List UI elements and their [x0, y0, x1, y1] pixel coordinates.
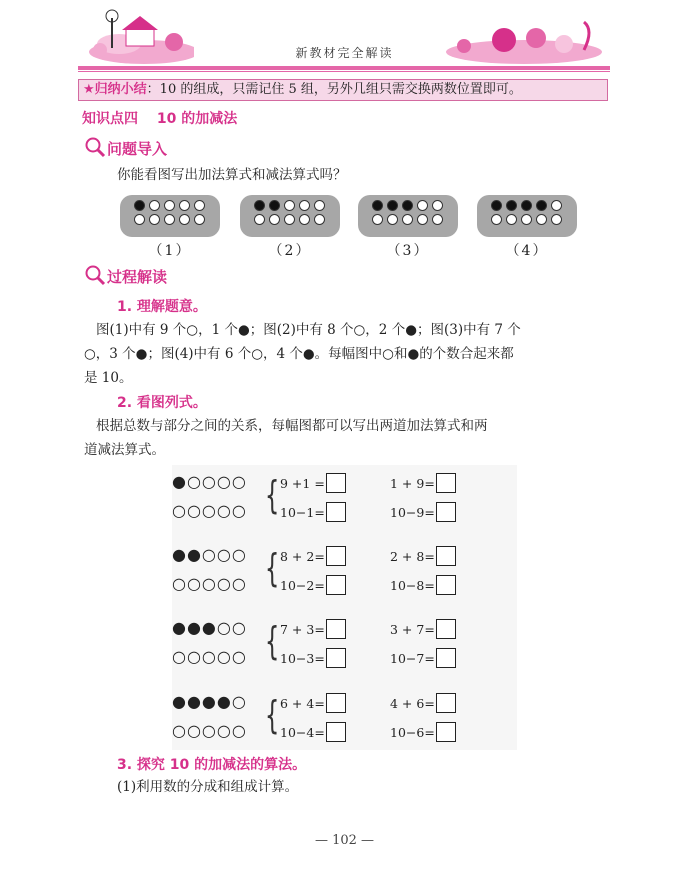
equation	[390, 722, 456, 742]
answer-box[interactable]	[326, 648, 346, 668]
filled-dot	[491, 200, 502, 211]
empty-dot	[432, 214, 443, 225]
answer-box[interactable]	[326, 722, 346, 742]
equation	[280, 619, 346, 639]
equation-text: 10−6=	[390, 724, 435, 740]
answer-box[interactable]	[436, 575, 456, 595]
equation-text: 4 + 6=	[390, 695, 435, 711]
header-title: 新教材完全解读	[295, 46, 394, 60]
empty-dot	[506, 214, 517, 225]
brace-icon: {	[264, 619, 280, 663]
equation	[280, 546, 346, 566]
empty-dot	[417, 214, 428, 225]
circle-row-bottom: ○○○○○	[172, 721, 247, 740]
step1-line-2: ○，3 个●；图(4)中有 6 个○，4 个●。每幅图中○和●的个数合起来都	[84, 346, 514, 362]
step2-title: 2. 看图列式。	[117, 395, 207, 411]
empty-dot	[179, 200, 190, 211]
equation	[280, 648, 346, 668]
equation	[390, 502, 456, 522]
equation	[390, 546, 456, 566]
magnifier-icon	[84, 136, 106, 158]
empty-dot	[134, 214, 145, 225]
empty-dot	[372, 214, 383, 225]
page-number: — 102 —	[314, 833, 375, 848]
dot-figure-3	[358, 195, 458, 237]
figure-label: （2）	[268, 243, 312, 259]
equation-text: 10−2=	[280, 577, 325, 593]
answer-box[interactable]	[436, 502, 456, 522]
empty-dot	[417, 200, 428, 211]
equation-text: 10−8=	[390, 577, 435, 593]
empty-dot	[149, 214, 160, 225]
circle-row-top: ●○○○○	[172, 472, 247, 491]
answer-box[interactable]	[436, 619, 456, 639]
answer-box[interactable]	[326, 575, 346, 595]
equation-text: 2 + 8=	[390, 548, 435, 564]
dot-figure-2	[240, 195, 340, 237]
equation	[390, 693, 456, 713]
step2-line-2: 道减法算式。	[84, 442, 165, 458]
circle-row-bottom: ○○○○○	[172, 574, 247, 593]
step1-line-1: 图(1)中有 9 个○，1 个●；图(2)中有 8 个○，2 个●；图(3)中有 7 个	[96, 322, 521, 338]
filled-dot	[536, 200, 547, 211]
circle-row-top: ●●○○○	[172, 545, 247, 564]
answer-box[interactable]	[436, 473, 456, 493]
equation	[390, 648, 456, 668]
answer-box[interactable]	[326, 619, 346, 639]
answer-box[interactable]	[326, 473, 346, 493]
filled-dot	[506, 200, 517, 211]
answer-box[interactable]	[436, 546, 456, 566]
step1-line-3: 是 10。	[84, 370, 133, 386]
equation-text: 10−4=	[280, 724, 325, 740]
filled-dot	[254, 200, 265, 211]
dot-figure-4	[477, 195, 577, 237]
answer-box[interactable]	[326, 546, 346, 566]
circle-row-top: ●●●○○	[172, 618, 247, 637]
empty-dot	[164, 200, 175, 211]
equation-text: 10−9=	[390, 504, 435, 520]
equation	[280, 722, 346, 742]
empty-dot	[179, 214, 190, 225]
equation-text: 7 + 3=	[280, 621, 325, 637]
empty-dot	[194, 200, 205, 211]
equation-text: 10−7=	[390, 650, 435, 666]
summary-label: 归纳小结	[94, 82, 147, 97]
equation	[280, 473, 346, 493]
empty-dot	[164, 214, 175, 225]
equation-text: 3 + 7=	[390, 621, 435, 637]
figure-label: （3）	[386, 243, 430, 259]
empty-dot	[269, 214, 280, 225]
equation-text: 10−1=	[280, 504, 325, 520]
empty-dot	[299, 200, 310, 211]
step1-title: 1. 理解题意。	[117, 299, 207, 315]
empty-dot	[432, 200, 443, 211]
answer-box[interactable]	[436, 648, 456, 668]
answer-box[interactable]	[436, 693, 456, 713]
brace-icon: {	[264, 693, 280, 737]
figure-label: （1）	[148, 243, 192, 259]
answer-box[interactable]	[436, 722, 456, 742]
step3-title: 3. 探究 10 的加减法的算法。	[117, 757, 307, 773]
empty-dot	[284, 200, 295, 211]
empty-dot	[491, 214, 502, 225]
circle-row-bottom: ○○○○○	[172, 501, 247, 520]
empty-dot	[551, 214, 562, 225]
empty-dot	[314, 214, 325, 225]
circle-row-top: ●●●●○	[172, 692, 247, 711]
equation	[390, 473, 456, 493]
magnifier-icon	[84, 264, 106, 286]
empty-dot	[521, 214, 532, 225]
knowledge-point-title: 10 的加减法	[156, 111, 238, 127]
filled-dot	[269, 200, 280, 211]
equation	[280, 502, 346, 522]
equation	[280, 693, 346, 713]
header-rule-thin	[78, 71, 610, 72]
brace-icon: {	[264, 546, 280, 590]
step3-sub: (1)利用数的分成和组成计算。	[117, 779, 299, 795]
header-rule	[78, 66, 610, 70]
equation	[390, 575, 456, 595]
dot-figure-1	[120, 195, 220, 237]
filled-dot	[372, 200, 383, 211]
knowledge-point-heading	[82, 108, 237, 128]
answer-box[interactable]	[326, 693, 346, 713]
circle-row-bottom: ○○○○○	[172, 647, 247, 666]
filled-dot	[387, 200, 398, 211]
equation	[280, 575, 346, 595]
star-icon: ★	[83, 82, 95, 97]
step2-line-1: 根据总数与部分之间的关系，每幅图都可以写出两道加法算式和两	[96, 418, 488, 434]
filled-dot	[402, 200, 413, 211]
filled-dot	[134, 200, 145, 211]
empty-dot	[551, 200, 562, 211]
summary-text: ：10 的组成，只需记住 5 组，另外几组只需交换两数位置即可。	[146, 82, 522, 97]
filled-dot	[521, 200, 532, 211]
knowledge-point-label: 知识点四	[82, 111, 138, 127]
brace-icon: {	[264, 473, 280, 517]
empty-dot	[299, 214, 310, 225]
empty-dot	[402, 214, 413, 225]
page-header	[0, 0, 689, 72]
empty-dot	[194, 214, 205, 225]
answer-box[interactable]	[326, 502, 346, 522]
empty-dot	[387, 214, 398, 225]
empty-dot	[314, 200, 325, 211]
intro-heading: 问题导入	[107, 140, 168, 158]
equation-text: 8 + 2=	[280, 548, 325, 564]
equation-text: 6 + 4=	[280, 695, 325, 711]
equation-text: 10−3=	[280, 650, 325, 666]
empty-dot	[149, 200, 160, 211]
empty-dot	[536, 214, 547, 225]
figure-label: （4）	[505, 243, 549, 259]
summary-bar	[78, 79, 608, 101]
process-heading: 过程解读	[107, 268, 168, 286]
equation-text: 9 +1 =	[280, 475, 325, 491]
empty-dot	[284, 214, 295, 225]
equation-text: 1 + 9=	[390, 475, 435, 491]
equation	[390, 619, 456, 639]
intro-question: 你能看图写出加法算式和减法算式吗？	[117, 167, 347, 183]
empty-dot	[254, 214, 265, 225]
